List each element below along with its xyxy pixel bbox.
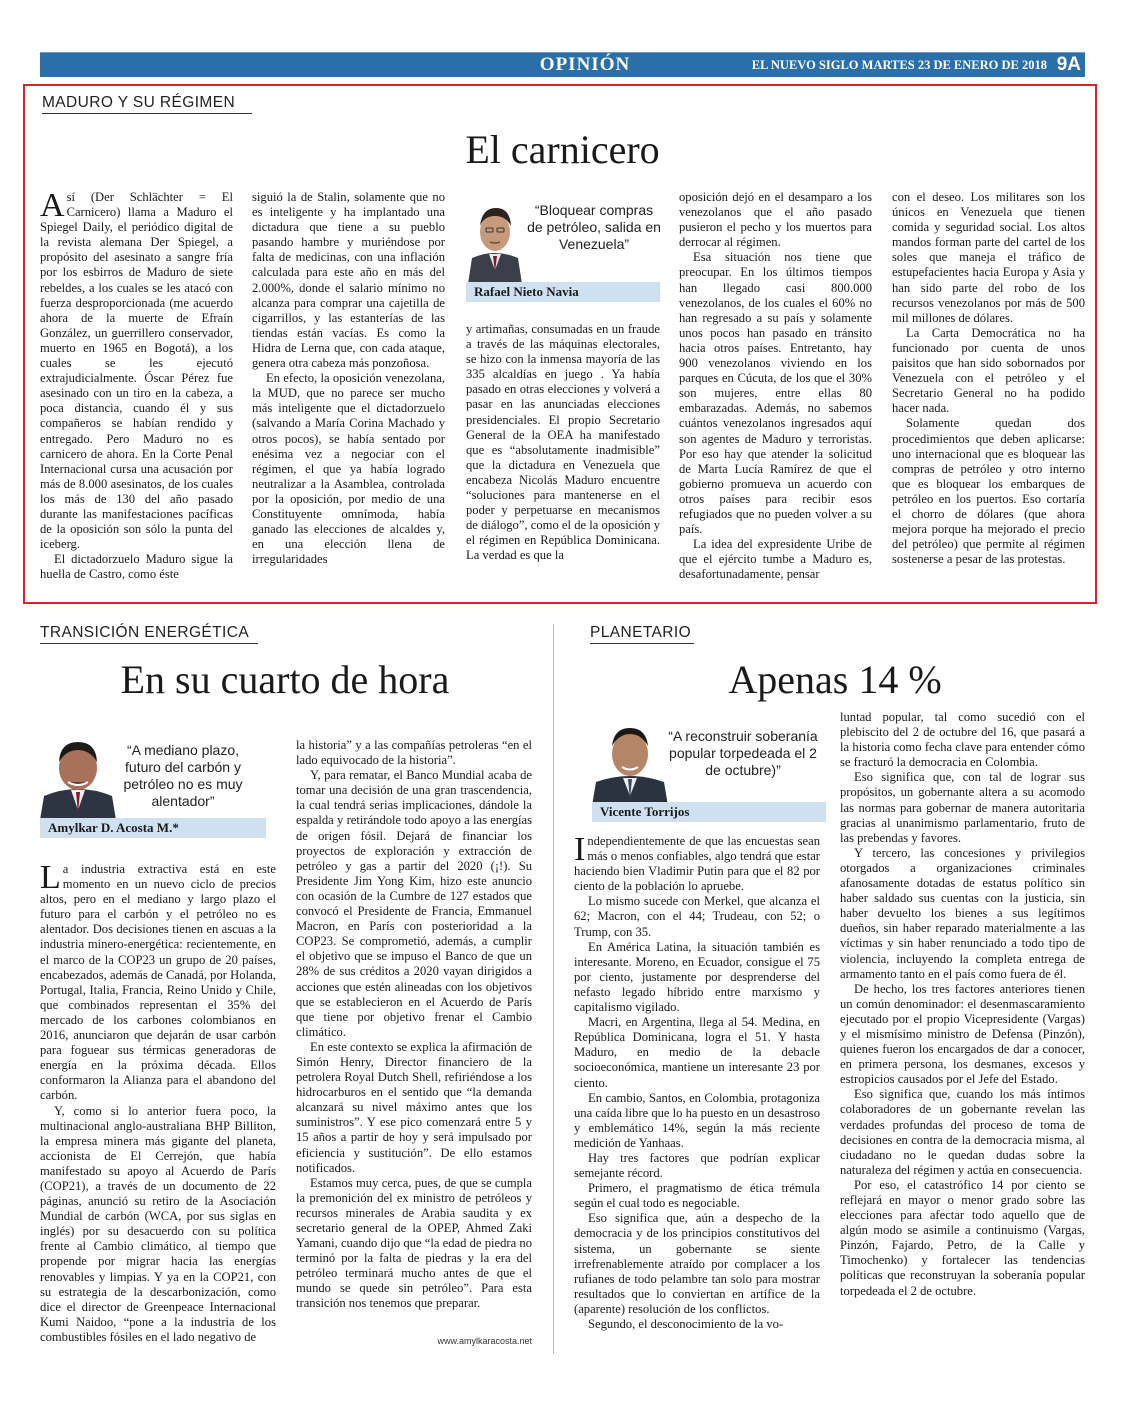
edition-date: EL NUEVO SIGLO MARTES 23 DE ENERO DE 2018	[751, 58, 1047, 72]
paragraph: Segundo, el desconocimiento de la vo-	[588, 1317, 784, 1331]
article1-column-2	[252, 190, 445, 567]
paragraph: la historia” y a las compañías petroleras “en el lado equivocado de la historia”.	[296, 738, 532, 768]
paragraph: De hecho, los tres factores anteriores tienen un común denominador: el desenmascaramiento ejecutado por el propio Vicepresidente (Vargas) y el mismísimo ministro de Defensa (Pinzón), quienes fueron los encargados de dar a conocer, en primera persona, los desmanes, excesos y estropicios causados por el Jefe del Estado.	[840, 981, 1085, 1087]
paragraph: En América Latina, la situación también es interesante. Moreno, en Ecuador, consigue el 75 por ciento, justamente por desprenderse del nefasto legado híbrido entre marxismo y capitalismo vigilado.	[574, 939, 820, 1015]
paragraph: Por eso, el catastrófico 14 por ciento se reflejará en mayor o menor grado sobre las elecciones para afectar todo aquello que de algún modo se asimile a continuismo (Vargas, Pinzón, Fajardo, Petro, de la Calle y Timochenko) y fortalecer las tendencias políticas que reconstruyan la soberanía popular torpedeada el 2 de octubre.	[840, 1177, 1085, 1298]
paragraph: La idea del expresidente Uribe de que el ejército tumbe a Maduro es, desafortunadamente, pensar	[679, 537, 872, 582]
paragraph: Eso significa que, aún a despecho de la democracia y de los principios constitutivos del sistema, un gobernante se siente irrefrenablemente atraído por complacer a los rufianes de todo pelambre tan solo para mostrar resultados que lo conviertan en artífice de la (aparente) resolución de los conflictos.	[574, 1211, 820, 1316]
drop-cap: L	[40, 859, 61, 896]
paragraph: Así (Der Schlächter = El Carnicero) llama a Maduro el Spiegel Daily, el periódico digital de la revista alemana Der Spiegel, a propósito del asesinato a sangre fría por los esbirros de Maduro de siete rebeldes, a los cuales se les atacó con fuerza desproporcionada (me acuerdo ahora de la muerte de Efraín González, un guerrillero conservador, muerto en 1965 en Bogotá), a los cuales se les ejecutó extrajudicialmente. Óscar Pérez fue asesinado con un tiro en la cabeza, a poca distancia, cuando él y sus compañeros se habían rendido y entregado. Pero Maduro no es carnicero de ahora. En la Corte Penal Internacional cursa una acusación por más de 8.000 asesinatos, de los cuales los más de 130 del año pasado durante las manifestaciones pacíficas de la oposición son sólo la punta del iceberg.	[40, 187, 233, 552]
paragraph: Y, como si lo anterior fuera poco, la multinacional anglo-australiana BHP Billiton, la empresa minera más gigante del planeta, accionista de El Cerrejón, que había manifestado su apoyo al Acuerdo de París (COP21), a través de un documento de 22 páginas, anunció su retiro de la Asociación Mundial de carbón (WCA, por sus siglas en inglés) por su desacuerdo con su política frente al Cambio climático, al tiempo que propende por migrar hacia las energías renovables y limpias. Y ya en la COP21, con su estrategia de la descarbonización, como dice el director de Greenpeace Internacional Kumi Naidoo, “pone a la industria de los combustibles fósiles en el lado negativo de	[40, 1103, 276, 1344]
article1-column-5	[892, 190, 1085, 567]
paragraph: con el deseo. Los militares son los únicos en Venezuela que tienen comida y seguridad social. Los altos mandos forman parte del cartel de los soles que maneja el tráfico de estupefacientes hacia Europa y Asia y han sido parte del robo de los recursos venezolanos por más de 500 mil millones de dólares.	[892, 190, 1085, 325]
article1-column-4	[679, 190, 872, 582]
paragraph: La industria extractiva está en este momento en un nuevo ciclo de precios altos, pero en el mediano y largo plazo el futuro para el carbón y el petróleo no es alentador. Dos decisiones tienen en ascuas a la industria minero-energética: recientemente, en el marco de la COP23 un grupo de 20 países, encabezados, además de Canadá, por Holanda, Portugal, Italia, Francia, Reino Unido y Chile, que combinados representan el 35% del mercado de los carbones colombianos en 2016, anunciaron que dejarán de usar carbón para foguear sus térmicas generadoras de energía en la próxima década. Ellos conformaron la Alianza para el abandono del carbón.	[40, 859, 276, 1103]
paragraph: Lo mismo sucede con Merkel, que alcanza el 62; Macron, con el 44; Trudeau, con 52; o Trump, con 35.	[574, 894, 820, 939]
page-number: 9A	[1056, 54, 1081, 75]
author-website: www.amylkaracosta.net	[437, 1336, 532, 1346]
drop-cap: A	[40, 187, 65, 224]
paragraph: y artimañas, consumadas en un fraude a través de las máquinas electorales, se hizo con la inmensa mayoría de las 335 alcaldías en juego . Ya había pasado en otras elecciones y volverá a pasar en las anunciadas elecciones presidenciales. El propio Secretario General de la OEA ha manifestado que es “absolutamente inadmisible” que la dictadura en Venezuela que encabeza Nicolás Maduro encuentre “soluciones para mantenerse en el poder y perpetuarse en mecanismos de diálogo”, como el de la oposición y el régimen en República Dominicana. La verdad es que la	[466, 322, 660, 563]
article2-kicker: TRANSICIÓN ENERGÉTICA	[40, 624, 258, 644]
paragraph: Eso significa que, cuando los más íntimos colaboradores de un gobernante revelan las verdades profundas del proceso de toma de decisiones en contra de la democracia misma, al ciudadano no le quedan dudas sobre la naturaleza del régimen y actúa en consecuencia.	[840, 1087, 1085, 1177]
drop-cap: I	[574, 831, 586, 868]
paragraph: En este contexto se explica la afirmación de Simón Henry, Director financiero de la petrolera Royal Dutch Shell, refiriéndose a los hidrocarburos en el sentido que “la demanda alcanzará su nivel máximo antes que los suministros”. Y ese pico comenzará entre 5 y 15 años a partir de hoy y será impulsado por eficiencia y sustitución”. De ello estamos notificados.	[296, 1039, 532, 1175]
article1-column-1	[40, 187, 233, 582]
article3-byline: Vicente Torrijos	[592, 802, 826, 822]
paragraph: Estamos muy cerca, pues, de que se cumpla la premonición del ex ministro de petróleos y recursos minerales de Arabia saudita y ex secretario general de la OPEP, Ahmed Zaki Yamani, cuando dijo que “la edad de piedra no terminó por la falta de piedras y la era del petróleo terminará mucho antes de que el mundo se quede sin petróleo”. Para esta transición nos tenemos que preparar.	[296, 1175, 532, 1311]
paragraph: Y, para rematar, el Banco Mundial acaba de tomar una decisión de una gran trascendencia, la cual tendrá serias implicaciones, dándole la espalda y retirándole todo apoyo a las energías de origen fósil. Dejará de financiar los proyectos de exploración y extracción de petróleo y gas a partir del 2020 (¡!). Su Presidente Jim Yong Kim, hizo este anuncio con ocasión de la Cumbre de 127 estados que convocó el Presidente de Francia, Emmanuel Macron, en París con posterioridad a la COP23. Se comprometió, además, a cumplir el objetivo que se impuso el Banco de que un 28% de sus créditos a 2020 vayan dirigidos a acciones que estén alineadas con los objetivos que se establecieron en el Acuerdo de París que tiene por objetivo frenar el Cambio climático.	[296, 768, 532, 1039]
paragraph: Macri, en Argentina, llega al 54. Medina, en República Dominicana, logra el 51. Y hasta Maduro, en medio de la debacle socioeconómica, mantiene un interesante 23 por ciento.	[574, 1015, 820, 1090]
article3-column-1	[574, 831, 820, 1332]
paragraph: Esa situación nos tiene que preocupar. En los últimos tiempos han llegado casi 800.000 venezolanos, de los cuales el 60% no han regresado a su país y solamente unos pocos han pasado en tránsito hacia otros países. Entretanto, hay 900 venezolanos viviendo en los parques en Cúcuta, de los que el 30% son mujeres, entre ellas 80 embarazadas. Además, no sabemos cuántos venezolanos ingresados aquí son agentes de Maduro y terroristas. Por eso hay que atender la solicitud de Marta Lucía Ramírez de que el gobierno promueva un acuerdo con otros países para recibir esos refugiados que no pueden volver a su país.	[679, 250, 872, 537]
section-title: OPINIÓN	[539, 54, 631, 75]
article1-byline: Rafael Nieto Navia	[466, 282, 660, 302]
article2-headline: En su cuarto de hora	[120, 657, 450, 702]
article2-byline: Amylkar D. Acosta M.*	[40, 818, 266, 838]
author-photo-nieto	[466, 196, 524, 284]
article2-column-1	[40, 859, 276, 1345]
article1-column-3	[466, 322, 660, 564]
paragraph: Y tercero, las concesiones y privilegios otorgados a organizaciones criminales afanosamente dotadas de estatus político sin haber saldado sus cuentas con la justicia, sin haber devuelto los bienes a sus legítimos dueños, sin haber reparado materialmente a las víctimas y sin haber renunciado a todo tipo de violencia, incluyendo la completa entrega de armamento tanto en el país como fuera de él.	[840, 845, 1085, 981]
author-photo-acosta	[40, 730, 116, 820]
paragraph: Hay tres factores que podrían explicar semejante récord.	[574, 1150, 820, 1181]
paragraph: En efecto, la oposición venezolana, la MUD, que no parece ser mucho más inteligente que el dictadorzuelo (salvando a María Corina Machado y otros pocos), se había sentado por enésima vez a negociar con el régimen, el que ya había logrado neutralizar a la Asamblea, controlada por la oposición, por medio de una Constituyente omnímoda, había ganado las elecciones de alcaldes y, en una elección llena de irregularidades	[252, 371, 445, 567]
article2-pull-quote: “A mediano plazo, futuro del carbón y petróleo no es muy alentador”	[123, 742, 243, 809]
article1-pull-quote: “Bloquear compras de petróleo, salida en Venezuela”	[527, 202, 661, 252]
paragraph: Eso significa que, con tal de lograr sus propósitos, un gobernante altera a su acomodo las normas para gobernar de manera autoritaria gracias al unanimismo parlamentario, fruto de las prebendas y favores.	[840, 770, 1085, 845]
paragraph: oposición dejó en el desamparo a los venezolanos que el año pasado pusieron el pecho y los muertos para derrocar al régimen.	[679, 190, 872, 250]
paragraph: El dictadorzuelo Maduro sigue la huella de Castro, como éste	[40, 552, 233, 582]
column-divider	[553, 624, 554, 1354]
author-photo-torrijos	[592, 716, 668, 806]
article3-kicker: PLANETARIO	[590, 624, 694, 644]
paragraph: Solamente quedan dos procedimientos que deben aplicarse: uno internacional que es bloquear las compras de petróleo y otro interno que es bloquear los embarques de petróleo en los puertos. Eso cortaría el chorro de dólares (que ahora mejora porque ha mejorado el precio del petróleo) que permite al régimen sostenerse a pesar de las protestas.	[892, 416, 1085, 567]
paragraph: Independientemente de que las encuestas sean más o menos confiables, algo tendrá que estar haciendo bien Vladimir Putin para que el 82 por ciento de la población lo apruebe.	[574, 831, 820, 894]
paragraph: La Carta Democrática no ha funcionado por cuenta de unos paisitos que han sido sobornados por Venezuela con el petróleo y el Secretario General no ha podido hacer nada.	[892, 325, 1085, 416]
article1-headline: El carnicero	[465, 127, 660, 172]
article2-column-2	[296, 738, 532, 1312]
article3-headline: Apenas 14 %	[728, 657, 942, 702]
paragraph: En cambio, Santos, en Colombia, protagoniza una caída libre que lo ha puesto en un desastroso y emblemático 14%, según la más reciente medición de Yanhaas.	[574, 1090, 820, 1150]
paragraph: luntad popular, tal como sucedió con el plebiscito del 2 de octubre del 16, que pasará a la historia como fecha clave para entender cómo se fracturó la democracia en Colombia.	[840, 710, 1085, 770]
page-header-bar	[40, 52, 1085, 77]
article1-kicker: MADURO Y SU RÉGIMEN	[42, 94, 252, 114]
paragraph: siguió la de Stalin, solamente que no es inteligente y ha implantado una dictadura que tiene a su pueblo pasando hambre y muriéndose por falta de medicinas, con una inflación calculada para este año en más del 2.000%, donde el salario mínimo no alcanza para comprar una cajetilla de cigarrillos, y las estanterías de las tiendas están vacías. Es como la Hidra de Lerna que, con cada ataque, genera otra cabeza más ponzoñosa.	[252, 190, 445, 371]
article3-pull-quote: “A reconstruir soberanía popular torpedeada el 2 de octubre)”	[668, 728, 818, 778]
article3-column-2	[840, 710, 1085, 1299]
paragraph: Primero, el pragmatismo de ética trémula según el cual todo es negociable.	[574, 1181, 820, 1211]
